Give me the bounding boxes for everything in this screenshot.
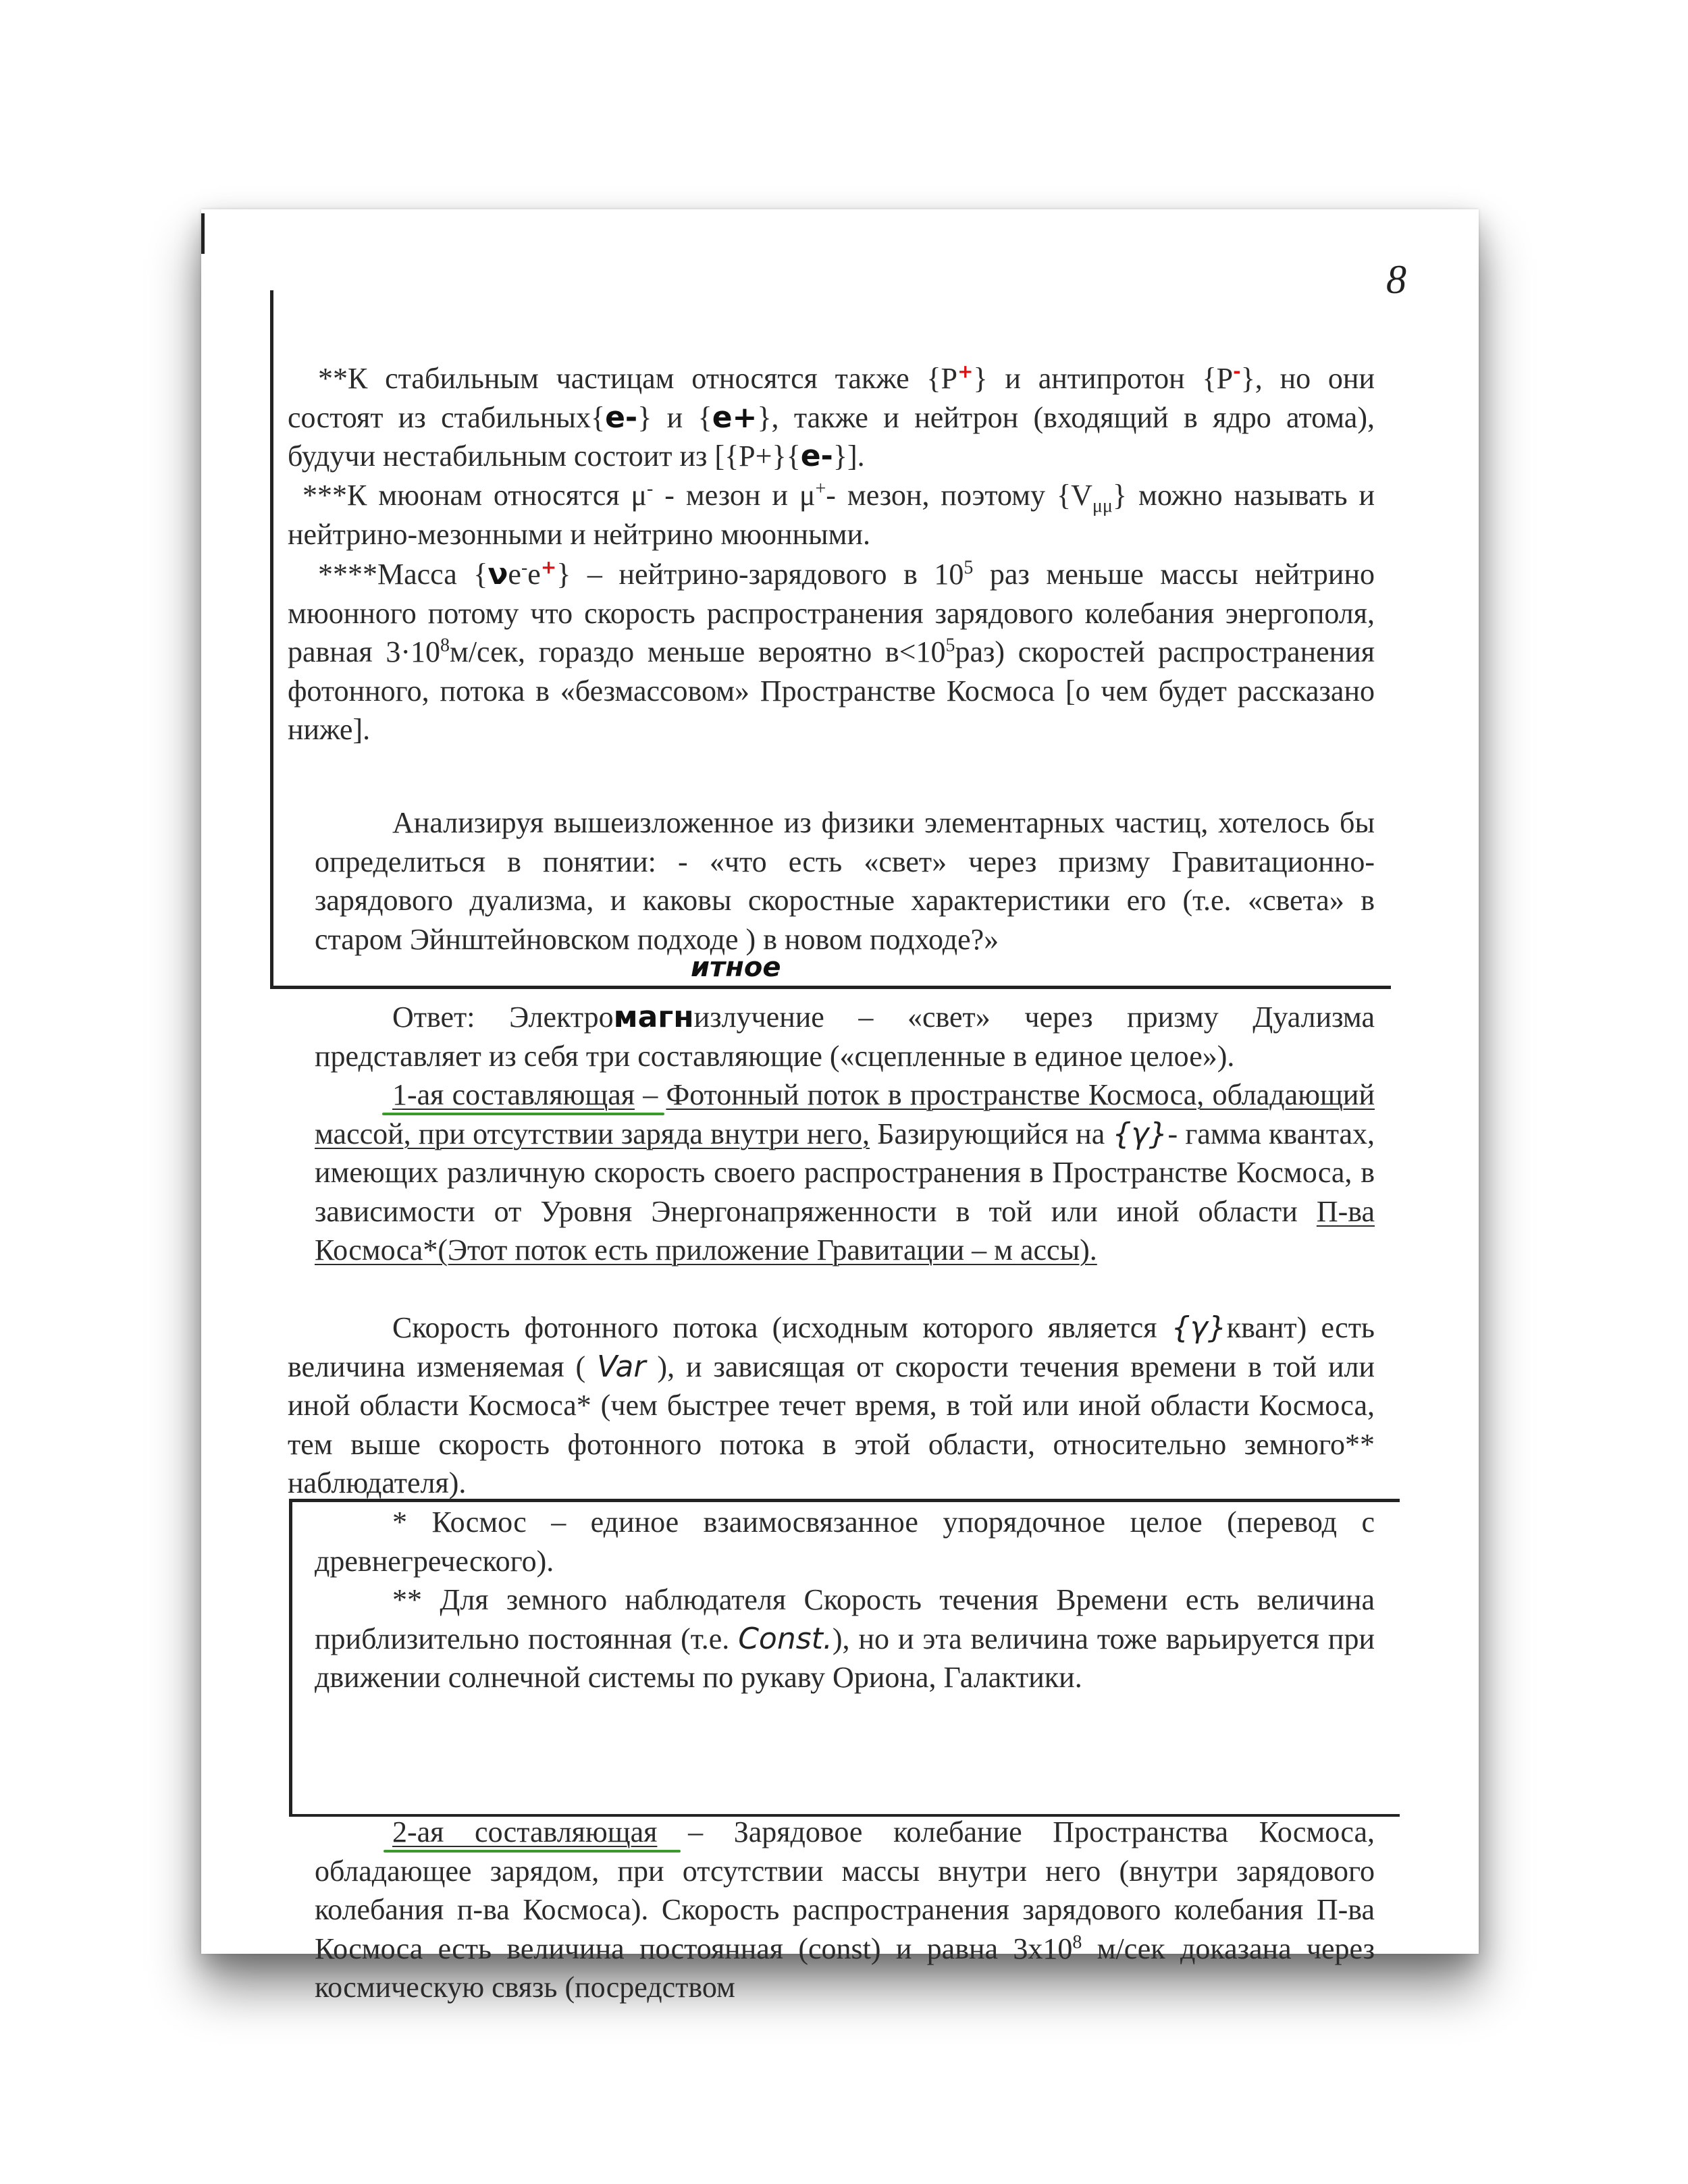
text: - гамма квантах, имеющих различную скорость своего распространения в Пространстве Космоса, в зависимости от Уровня Энергонапряженности в той или иной области: [315, 1117, 1375, 1228]
footnote-cosmos: [315, 1503, 1375, 1580]
text: } можно называть и нейтрино-мезонными и нейтрино мюонными.: [288, 479, 1375, 551]
superscript: +: [540, 556, 557, 579]
text: ****Масса {: [318, 558, 488, 591]
handwritten-insertion: итное: [691, 952, 781, 983]
handwritten-electron: e-: [800, 439, 833, 473]
handwritten-var: Var: [597, 1349, 646, 1384]
text: }, но они состоят из стабильных: [288, 362, 1375, 434]
text: }, также и нейтрон (входящий в ядро атома), будучи нестабильным состоит из [{Р+}{: [288, 400, 1375, 473]
handwritten-gamma: {γ}: [1171, 1310, 1227, 1345]
footnote-neutrino-mass: [288, 555, 1375, 749]
footnote-time-speed: [315, 1580, 1375, 1697]
text: } и {: [637, 400, 712, 434]
subscript: μμ: [1092, 495, 1113, 516]
handwritten-positron: e+: [712, 400, 758, 435]
text: }].: [833, 440, 865, 473]
component-2-label: 2-ая составляющая: [392, 1815, 658, 1848]
paragraph-analysis: [315, 803, 1375, 959]
superscript: 8: [440, 635, 450, 656]
text: – Зарядовое колебание Пространства Космоса, обладающее зарядом, при отсутствии массы внутри него (внутри зарядового колебания п-ва Космоса). Скорость распространения зарядового колебания П-ва Космоса есть величина постоянная (const) и равна 3х10: [315, 1815, 1375, 1965]
paragraph-photon-speed: [288, 1308, 1375, 1503]
underlined-text: П-ва Космоса*(Этот поток есть приложение Гравитации – м ассы).: [315, 1194, 1375, 1267]
text: {: [590, 400, 606, 434]
text: e: [527, 558, 541, 591]
underlined-text: Фотонный поток в пространстве Космоса, обладающий массой, при отсутствии заряда внутри него,: [315, 1078, 1375, 1150]
text: м/сек доказана через космическую связь (посредством: [315, 1932, 1375, 2004]
handwritten-correction: магн: [613, 1000, 694, 1034]
text: ), но и эта величина тоже варьируется при движении солнечной системы по рукаву Ориона, Галактики.: [315, 1622, 1375, 1694]
handwritten-const: Const.: [738, 1621, 833, 1656]
text: **К стабильным частицам относятся также {Р: [318, 362, 958, 395]
text: - мезон, поэтому {V: [826, 479, 1092, 512]
superscript: +: [815, 478, 826, 500]
handwritten-nu: ν: [487, 557, 508, 591]
page-number: 8: [1386, 257, 1406, 302]
superscript: 5: [945, 635, 955, 656]
text: } и антипротон {Р: [973, 362, 1234, 395]
superscript: -: [1233, 360, 1241, 383]
component-1-label: 1-ая составляющая: [392, 1078, 635, 1111]
text: Скорость фотонного потока (исходным которого является: [392, 1311, 1171, 1344]
text: излучение – «свет» через призму Дуализма представляет из себя три составляющие («сцепленные в единое целое»).: [315, 1001, 1375, 1073]
paragraph-second-component: [315, 1813, 1375, 2007]
text: раз) скоростей распространения фотонного, потока в «безмассовом» Пространстве Космоса [о чем будет рассказано ниже].: [288, 635, 1375, 746]
paragraph-answer: [315, 998, 1375, 1075]
superscript: -: [647, 478, 654, 500]
text: ), и зависящая от скорости течения времени в той или иной области Космоса* (чем быстрее течет время, в той или иной области Космоса, тем выше скорость фотонного потока в этой области, относительно земного** наблюдателя).: [288, 1350, 1375, 1499]
text: Ответ: Электро: [392, 1001, 614, 1034]
handwritten-electron: e-: [605, 400, 638, 435]
text: м/сек, гораздо меньше вероятно в<10: [449, 635, 946, 668]
text: квант) есть величина изменяемая (: [288, 1311, 1375, 1383]
superscript: -: [521, 557, 528, 579]
text: раз меньше массы нейтрино мюонного потому что скорость распространения зарядового колебания энергополя, равная 3·10: [288, 558, 1375, 668]
text: –: [635, 1078, 666, 1111]
scan-edge-mark: [201, 213, 205, 254]
superscript: 5: [964, 557, 974, 579]
text: - мезон и μ: [653, 479, 816, 512]
footnote-muons: [288, 476, 1375, 554]
text: } – нейтрино-зарядового в 10: [556, 558, 964, 591]
handwritten-gamma: {γ}: [1112, 1116, 1168, 1151]
text: ** Для земного наблюдателя Скорость течения Времени есть величина приблизительно постоянная (т.е.: [315, 1583, 1375, 1655]
text: Анализируя вышеизложенное из физики элементарных частиц, хотелось бы определиться в понятии: - «что есть «свет» через призму Гравитационно-зарядового дуализма, и каковы скоростные характеристики его (т.е. «света» в старом Эйнштейновском подходе ) в новом подходе?»: [315, 806, 1375, 956]
document-page: [201, 209, 1479, 2004]
superscript: 8: [1072, 1931, 1082, 1952]
text: e: [508, 558, 521, 591]
text: * Космос – единое взаимосвязанное упорядочное целое (перевод с древнегреческого).: [315, 1506, 1375, 1578]
footnote-stable-particles: [288, 359, 1375, 476]
text: ***К мюонам относятся μ: [302, 479, 647, 512]
text: Базирующийся на: [870, 1117, 1113, 1150]
superscript: +: [957, 360, 974, 383]
paragraph-first-component: [315, 1075, 1375, 1270]
